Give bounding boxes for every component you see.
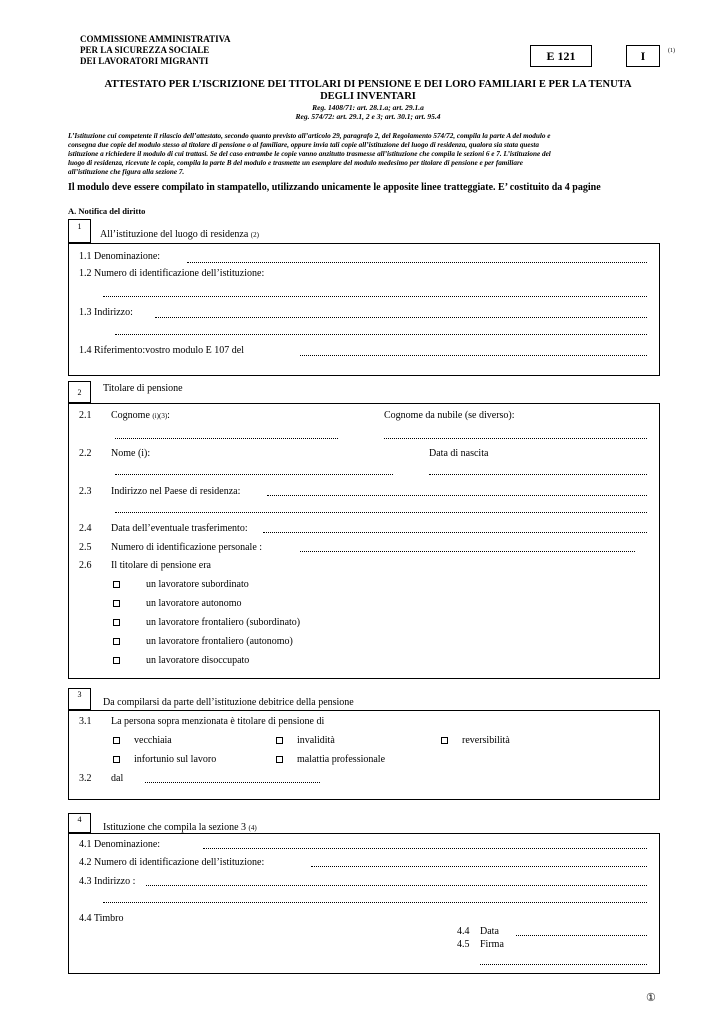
- option-reversibilita[interactable]: reversibilità: [441, 735, 510, 746]
- field-2-3-label: Indirizzo nel Paese di residenza:: [111, 486, 241, 497]
- checkbox[interactable]: [113, 657, 120, 664]
- checkbox[interactable]: [441, 737, 448, 744]
- checkbox[interactable]: [276, 737, 283, 744]
- field-2-1-input[interactable]: [115, 438, 338, 439]
- fill-notice: Il modulo deve essere compilato in stampatello, utilizzando unicamente le apposite linee tratteggiate. E’ costituito da 4 pagine: [68, 182, 601, 193]
- field-2-1-num: 2.1: [79, 410, 92, 421]
- title-line-1: ATTESTATO PER L’ISCRIZIONE DEI TITOLARI DI PENSIONE E DEI LORO FAMILIARI E PER LA TENUTA: [104, 79, 632, 90]
- field-4-3-input-2[interactable]: [103, 902, 647, 903]
- form-code: E 121: [546, 49, 576, 63]
- country-code: I: [640, 49, 646, 63]
- regulation-ref-1: Reg. 1408/71: art. 28.1.a; art. 29.1.a: [312, 103, 424, 112]
- section-2-number: 2: [77, 388, 82, 397]
- checkbox[interactable]: [113, 756, 120, 763]
- field-2-6-label: Il titolare di pensione era: [111, 560, 211, 571]
- field-1-2-label: 1.2 Numero di identificazione dell’istituzione:: [79, 268, 265, 279]
- regulation-refs: [60, 103, 676, 121]
- instruction-line: consegna due copie del modulo stesso al titolare di pensione o al familiare, oppure invia tali copie all’istituzione del luogo di residenza, qualora sia stata questa: [68, 141, 539, 149]
- checkbox[interactable]: [113, 638, 120, 645]
- field-2-1b-input[interactable]: [384, 438, 647, 439]
- field-2-2b-input[interactable]: [429, 474, 647, 475]
- field-4-4-label: 4.4 Timbro: [79, 913, 124, 924]
- field-2-2b-label: Data di nascita: [429, 448, 489, 459]
- section-2-title: Titolare di pensione: [103, 383, 183, 394]
- field-1-1-label: 1.1 Denominazione:: [79, 251, 161, 262]
- field-4-5-input[interactable]: [480, 964, 647, 965]
- country-code-box: [626, 45, 660, 67]
- option-vecchiaia[interactable]: vecchiaia: [113, 735, 172, 746]
- option-disoccupato[interactable]: un lavoratore disoccupato: [113, 655, 249, 666]
- field-4-3-input[interactable]: [146, 885, 647, 886]
- field-2-3-input[interactable]: [267, 495, 647, 496]
- field-2-3-input-2[interactable]: [115, 512, 647, 513]
- issuer-line: COMMISSIONE AMMINISTRATIVA: [80, 34, 231, 44]
- instructions: [68, 132, 664, 177]
- field-3-2-num: 3.2: [79, 773, 92, 784]
- regulation-ref-2: Reg. 574/72: art. 29.1, 2 e 3; art. 30.1; art. 95.4: [295, 112, 441, 121]
- field-4-5-num: 4.5: [457, 939, 470, 950]
- field-2-4-label: Data dell’eventuale trasferimento:: [111, 523, 248, 534]
- option-frontaliero-subordinato[interactable]: un lavoratore frontaliero (subordinato): [113, 617, 300, 628]
- field-2-5-num: 2.5: [79, 542, 92, 553]
- field-1-3-label: 1.3 Indirizzo:: [79, 307, 133, 318]
- field-4-2-label: 4.2 Numero di identificazione dell’istituzione:: [79, 857, 265, 868]
- section-4-box: [68, 833, 660, 974]
- footnote-ref: (1): [668, 48, 675, 54]
- field-3-1-num: 3.1: [79, 716, 92, 727]
- field-4-3-label: 4.3 Indirizzo :: [79, 876, 136, 887]
- section-3-number-box: [68, 688, 91, 710]
- field-2-2-input[interactable]: [115, 474, 393, 475]
- field-4-1-label: 4.1 Denominazione:: [79, 839, 161, 850]
- title-line-2: DEGLI INVENTARI: [320, 91, 416, 102]
- field-4-4-date-num: 4.4: [457, 926, 470, 937]
- option-invalidita[interactable]: invalidità: [276, 735, 335, 746]
- field-2-2-label: Nome (i):: [111, 448, 151, 459]
- field-1-3-input-2[interactable]: [115, 334, 647, 335]
- section-3-number: 3: [77, 690, 82, 699]
- field-2-5-label: Numero di identificazione personale :: [111, 542, 263, 553]
- field-4-4-date-input[interactable]: [516, 935, 647, 936]
- page-number-mark: ①: [646, 992, 656, 1004]
- field-2-4-num: 2.4: [79, 523, 92, 534]
- checkbox[interactable]: [113, 581, 120, 588]
- section-1-title: All’istituzione del luogo di residenza (2): [100, 229, 259, 240]
- section-4-title: Istituzione che compila la sezione 3 (4): [103, 822, 257, 833]
- issuer-block: [80, 34, 230, 67]
- checkbox[interactable]: [113, 600, 120, 607]
- instruction-line: L’Istituzione cui competente il rilascio dell’attestato, secondo quanto previsto all’articolo 29, paragrafo 2, del Regolamento 574/72, compila la parte A del modulo e: [68, 132, 551, 140]
- field-1-2-input[interactable]: [103, 296, 647, 297]
- instruction-line: all’istituzione che figura alla sezione 7.: [68, 168, 185, 176]
- field-1-4-label: 1.4 Riferimento:vostro modulo E 107 del: [79, 345, 244, 356]
- option-subordinato[interactable]: un lavoratore subordinato: [113, 579, 249, 590]
- field-2-1-label: Cognome (i)(3):: [111, 410, 170, 421]
- field-3-1-label: La persona sopra menzionata è titolare di pensione di: [111, 716, 325, 727]
- form-title: [60, 79, 676, 103]
- field-4-5-label: Firma: [480, 939, 504, 950]
- instruction-line: istituzione a richiedere il modulo di cui trattasi. Se del caso entrambe le copie vanno anzitutto trasmesse all’istituzione che compila le sezioni 6 e 7. L’istituzione del: [68, 150, 551, 158]
- checkbox[interactable]: [113, 737, 120, 744]
- field-4-1-input[interactable]: [203, 848, 647, 849]
- section-3-title: Da compilarsi da parte dell’istituzione debitrice della pensione: [103, 697, 354, 708]
- issuer-line: PER LA SICUREZZA SOCIALE: [80, 45, 210, 55]
- field-2-6-num: 2.6: [79, 560, 92, 571]
- section-4-number: 4: [77, 815, 82, 824]
- section-2-number-box: [68, 381, 91, 403]
- part-a-title: A. Notifica del diritto: [68, 206, 146, 216]
- field-1-1-input[interactable]: [187, 262, 647, 263]
- issuer-line: DEI LAVORATORI MIGRANTI: [80, 56, 209, 66]
- section-4-number-box: [68, 813, 91, 833]
- field-4-2-input[interactable]: [311, 866, 647, 867]
- field-1-3-input[interactable]: [155, 317, 647, 318]
- option-autonomo[interactable]: un lavoratore autonomo: [113, 598, 242, 609]
- field-3-2-label: dal: [111, 773, 124, 784]
- field-1-4-input[interactable]: [300, 355, 647, 356]
- field-4-4-date-label: Data: [480, 926, 499, 937]
- option-malattia[interactable]: malattia professionale: [276, 754, 385, 765]
- section-1-number-box: [68, 219, 91, 243]
- form-code-box: [530, 45, 592, 67]
- instruction-line: luogo di residenza, ricevute le copie, compila la parte B del modulo e trasmette un esemplare del modulo medesimo per titolare di pensione e per familiare: [68, 159, 523, 167]
- field-2-2-num: 2.2: [79, 448, 92, 459]
- field-2-1b-label: Cognome da nubile (se diverso):: [384, 410, 515, 421]
- checkbox[interactable]: [276, 756, 283, 763]
- section-1-number: 1: [77, 222, 82, 231]
- checkbox[interactable]: [113, 619, 120, 626]
- option-infortunio[interactable]: infortunio sul lavoro: [113, 754, 216, 765]
- field-2-5-input[interactable]: [300, 551, 635, 552]
- field-2-4-input[interactable]: [263, 532, 647, 533]
- field-3-2-input[interactable]: [145, 782, 320, 783]
- option-frontaliero-autonomo[interactable]: un lavoratore frontaliero (autonomo): [113, 636, 293, 647]
- field-2-3-num: 2.3: [79, 486, 92, 497]
